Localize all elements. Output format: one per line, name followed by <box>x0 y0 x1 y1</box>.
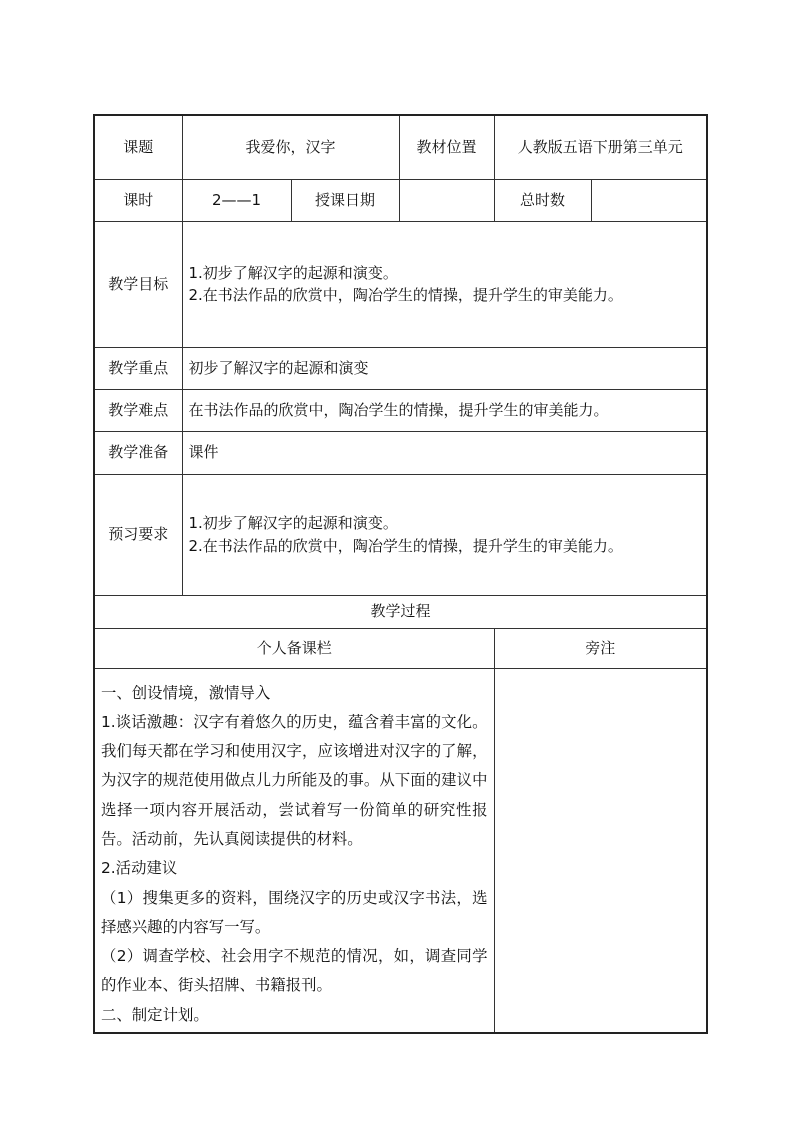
schedule-row <box>94 179 707 221</box>
process-paragraph: 1.谈话激趣：汉字有着悠久的历史，蕴含着丰富的文化。我们每天都在学习和使用汉字，应该增进对汉字的了解，为汉字的规范使用做点儿力所能及的事。从下面的建议中选择一项内容开展活动，尝试着写一份简单的研究性报告。活动前，先认真阅读提供的材料。 <box>101 712 488 848</box>
lesson-plan-table <box>93 114 708 1034</box>
process-body-row <box>94 668 707 1033</box>
date-label: 授课日期 <box>291 179 399 221</box>
process-paragraph: （1）搜集更多的资料，围绕汉字的历史或汉字书法，选择感兴趣的内容写一写。 <box>101 888 488 936</box>
preview-item: 1.初步了解汉字的起源和演变。 <box>188 514 398 532</box>
difficulty-value: 在书法作品的欣赏中，陶冶学生的情操，提升学生的审美能力。 <box>182 389 707 431</box>
objective-item: 1.初步了解汉字的起源和演变。 <box>188 263 398 282</box>
preparation-label: 教学准备 <box>94 431 182 474</box>
preview-label: 预习要求 <box>94 474 182 595</box>
topic-label: 课题 <box>94 115 182 179</box>
textbook-value: 人教版五语下册第三单元 <box>494 115 707 179</box>
preparation-row <box>94 431 707 474</box>
personal-prep-column-header: 个人备课栏 <box>94 628 494 668</box>
difficulty-label: 教学难点 <box>94 389 182 431</box>
topic-row <box>94 115 707 179</box>
process-paragraph: 2.活动建议 <box>101 859 178 878</box>
side-notes-content <box>494 668 707 1033</box>
total-hours-value <box>591 179 707 221</box>
objectives-row <box>94 221 707 347</box>
key-point-value: 初步了解汉字的起源和演变 <box>182 347 707 389</box>
preview-row <box>94 474 707 595</box>
objective-item: 2.在书法作品的欣赏中，陶冶学生的情操，提升学生的审美能力。 <box>188 286 623 304</box>
process-title: 教学过程 <box>94 595 707 628</box>
period-value: 2——1 <box>182 179 291 221</box>
side-notes-column-header: 旁注 <box>494 628 707 668</box>
objectives-label: 教学目标 <box>94 221 182 347</box>
objectives-list <box>182 221 707 347</box>
total-hours-label: 总时数 <box>494 179 591 221</box>
personal-prep-content <box>94 668 494 1033</box>
preview-list <box>182 474 707 595</box>
date-value <box>399 179 494 221</box>
textbook-label: 教材位置 <box>399 115 494 179</box>
topic-value: 我爱你，汉字 <box>182 115 399 179</box>
key-point-label: 教学重点 <box>94 347 182 389</box>
preview-item: 2.在书法作品的欣赏中，陶冶学生的情操，提升学生的审美能力。 <box>188 536 623 555</box>
preparation-value: 课件 <box>182 431 707 474</box>
difficulty-row <box>94 389 707 431</box>
period-label: 课时 <box>94 179 182 221</box>
process-header-row <box>94 628 707 668</box>
process-title-row <box>94 595 707 628</box>
process-paragraph: （2）调查学校、社会用字不规范的情况，如，调查同学的作业本、街头招牌、书籍报刊。 <box>101 947 488 995</box>
key-point-row <box>94 347 707 389</box>
process-paragraph: 二、制定计划。 <box>101 1005 209 1024</box>
process-paragraph: 一、创设情境，激情导入 <box>101 683 271 702</box>
